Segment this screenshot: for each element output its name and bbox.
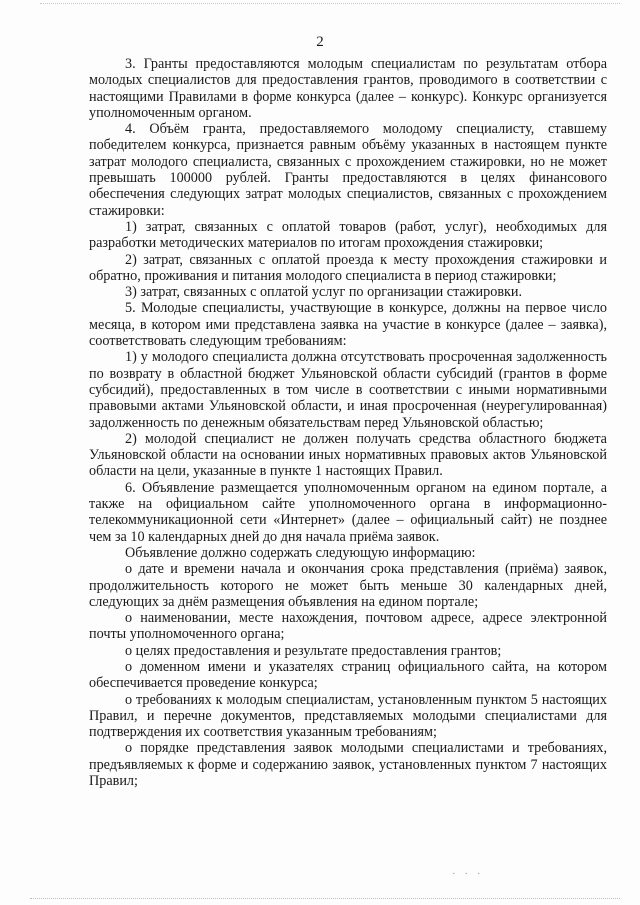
document-body <box>89 56 607 789</box>
paragraph-subitem-4-2: 2) затрат, связанных с оплатой проезда к месту прохождения стажировки и обратно, проживания и питания молодого специалиста в период стажировки; <box>89 251 607 284</box>
page-number: 2 <box>316 34 324 50</box>
paragraph-subitem-5-1: 1) у молодого специалиста должна отсутствовать просроченная задолженность по возврату в областной бюджет Ульяновской области субсидий (грантов в форме субсидий), предоставленных в том числе в соответствии с иными нормативными правовыми актами Ульяновской области, и иная просроченная (неурегулированная) задолженность по денежным обязательствам перед Ульяновской областью; <box>89 349 607 431</box>
scan-artifact-mark: · · · <box>452 868 484 880</box>
paragraph-announcement-requirements: о требованиях к молодым специалистам, установленным пунктом 5 настоящих Правил, и перечне документов, представляемых молодыми специалистами для подтверждения их соответствия указанным требованиям; <box>89 691 607 741</box>
paragraph-item-6: 6. Объявление размещается уполномоченным органом на едином портале, а также на официальном сайте уполномоченного органа в информационно-телекоммуникационной сети «Интернет» (далее – официальный сайт) не позднее чем за 10 календарных дней до дня начала приёма заявок. <box>89 479 607 545</box>
paragraph-announcement-procedure: о порядке представления заявок молодыми специалистами и требованиях, предъявляемых к форме и содержанию заявок, установленных пунктом 7 настоящих Правил; <box>89 740 607 790</box>
paragraph-announcement-website: о доменном имени и указателях страниц официального сайта, на котором обеспечивается проведение конкурса; <box>89 658 607 692</box>
paragraph-item-3: 3. Гранты предоставляются молодым специалистам по результатам отбора молодых специалистов для предоставления грантов, проводимого в соответствии с настоящими Правилами в форме конкурса (далее – конкурс). Конкурс организуется уполномоченным органом. <box>89 56 607 121</box>
paragraph-subitem-4-3: 3) затрат, связанных с оплатой услуг по организации стажировки. <box>125 284 523 301</box>
scan-artifact-bottom <box>30 898 620 901</box>
paragraph-announcement-goals: о целях предоставления и результате предоставления грантов; <box>125 642 502 659</box>
scan-artifact-top <box>40 3 620 6</box>
paragraph-subitem-5-2: 2) молодой специалист не должен получать средства областного бюджета Ульяновской области на основании иных нормативных правовых актов Ульяновской области на цели, указанные в пункте 1 настоящих Правил. <box>89 430 607 480</box>
paragraph-item-5: 5. Молодые специалисты, участвующие в конкурсе, должны на первое число месяца, в котором ими представлена заявка на участие в конкурсе (далее – заявка), соответствовать следующим требованиям: <box>89 300 607 350</box>
paragraph-announcement-organ: о наименовании, месте нахождения, почтовом адресе, адресе электронной почты уполномоченного органа; <box>89 610 607 643</box>
paragraph-announcement-dates: о дате и времени начала и окончания срока представления (приёма) заявок, продолжительность которого не может быть меньше 30 календарных дней, следующих за днём размещения объявления на едином портале; <box>89 561 607 610</box>
paragraph-subitem-4-1: 1) затрат, связанных с оплатой товаров (работ, услуг), необходимых для разработки методических материалов по итогам прохождения стажировки; <box>89 218 607 252</box>
paragraph-announcement-intro: Объявление должно содержать следующую информацию: <box>125 544 476 561</box>
paragraph-item-4: 4. Объём гранта, предоставляемого молодому специалисту, ставшему победителем конкурса, признается равным объёму указанных в настоящем пункте затрат молодого специалиста, связанных с прохождением стажировки, но не может превышать 100000 рублей. Гранты предоставляются в целях финансового обеспечения следующих затрат молодых специалистов, связанных с прохождением стажировки: <box>89 121 607 219</box>
